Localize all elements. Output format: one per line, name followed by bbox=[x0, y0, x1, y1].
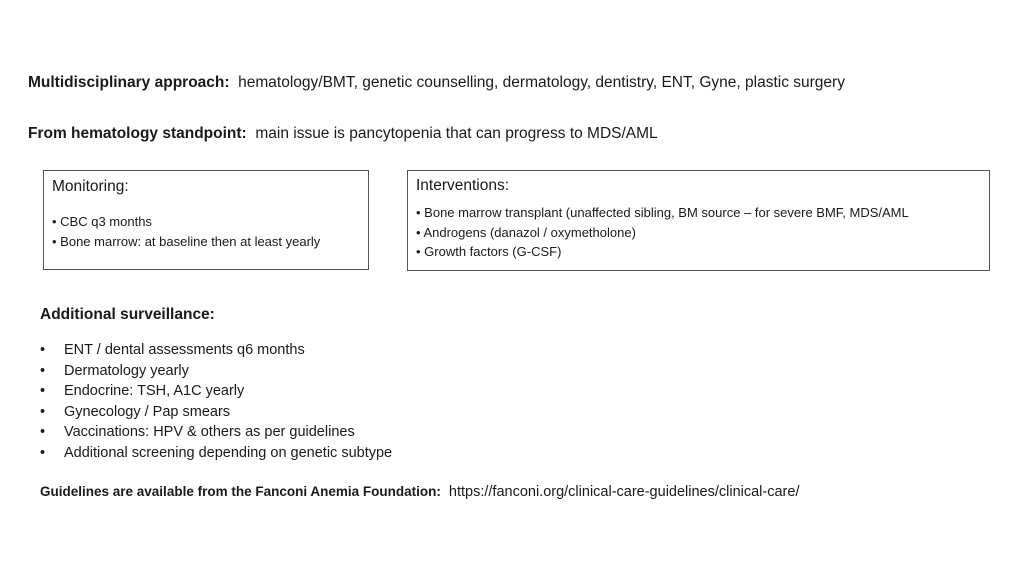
bullet-icon: • bbox=[40, 342, 46, 358]
guidelines-url[interactable]: https://fanconi.org/clinical-care-guidelines/clinical-care/ bbox=[448, 484, 800, 500]
interventions-list bbox=[416, 203, 909, 262]
hematology-text: main issue is pancytopenia that can progress to MDS/AML bbox=[255, 125, 658, 142]
guidelines-label: Guidelines are available from the Fanconi Anemia Foundation: bbox=[40, 484, 441, 499]
surveillance-item bbox=[40, 381, 392, 402]
surveillance-item-text: Vaccinations: HPV & others as per guidelines bbox=[64, 424, 355, 440]
interventions-item: • Growth factors (G-CSF) bbox=[416, 242, 909, 262]
monitoring-title: Monitoring: bbox=[52, 178, 129, 195]
surveillance-item bbox=[40, 402, 392, 423]
surveillance-item bbox=[40, 422, 392, 443]
multidisciplinary-line bbox=[28, 74, 845, 92]
surveillance-item-text: Endocrine: TSH, A1C yearly bbox=[64, 383, 245, 399]
interventions-item: • Androgens (danazol / oxymetholone) bbox=[416, 223, 909, 243]
hematology-line bbox=[28, 125, 658, 143]
monitoring-list bbox=[52, 212, 320, 251]
bullet-icon: • bbox=[40, 403, 46, 420]
guidelines-line bbox=[40, 484, 799, 500]
interventions-box bbox=[407, 170, 990, 271]
surveillance-title: Additional surveillance: bbox=[40, 306, 215, 323]
hematology-label: From hematology standpoint: bbox=[28, 125, 247, 142]
surveillance-item bbox=[40, 361, 392, 382]
bullet-icon: • bbox=[40, 383, 46, 399]
interventions-title: Interventions: bbox=[416, 177, 510, 194]
bullet-icon: • bbox=[40, 362, 46, 379]
multidisciplinary-label: Multidisciplinary approach: bbox=[28, 74, 230, 91]
monitoring-item: • CBC q3 months bbox=[52, 212, 320, 232]
bullet-icon: • bbox=[40, 424, 46, 440]
interventions-item: • Bone marrow transplant (unaffected sibling, BM source – for severe BMF, MDS/AML bbox=[416, 203, 909, 223]
surveillance-item-text: Additional screening depending on genetic subtype bbox=[64, 444, 393, 461]
surveillance-item-text: Dermatology yearly bbox=[64, 362, 189, 379]
monitoring-item: • Bone marrow: at baseline then at least yearly bbox=[52, 232, 320, 252]
multidisciplinary-text: hematology/BMT, genetic counselling, dermatology, dentistry, ENT, Gyne, plastic surgery bbox=[238, 74, 845, 91]
monitoring-box bbox=[43, 170, 369, 270]
surveillance-list bbox=[40, 340, 392, 463]
surveillance-item-text: Gynecology / Pap smears bbox=[64, 403, 231, 420]
surveillance-item-text: ENT / dental assessments q6 months bbox=[64, 342, 305, 358]
bullet-icon: • bbox=[40, 444, 46, 461]
surveillance-item bbox=[40, 443, 392, 464]
surveillance-item bbox=[40, 340, 392, 361]
